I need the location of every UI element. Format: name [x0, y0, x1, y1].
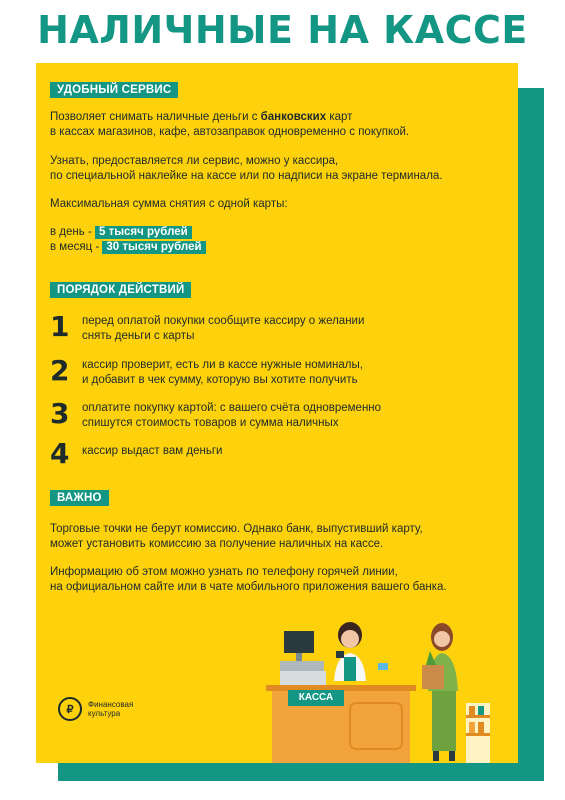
max-sum-text: Максимальная сумма снятия с одной карты:: [50, 198, 288, 210]
important-paragraph-2: Информацию об этом можно узнать по телефону горячей линии, на официальном сайте или в чате мобильного приложения вашего банка.: [50, 566, 447, 593]
logo-text: Финансовая культура: [88, 700, 134, 718]
fin-culture-logo: [58, 697, 133, 721]
bold-word: банковских: [260, 111, 327, 123]
important-paragraph-1: Торговые точки не берут комиссию. Однако банк, выпустивший карту, может установить комиссию за получение наличных на кассе.: [50, 523, 423, 550]
kassa-sign: КАССА: [288, 690, 344, 706]
cashier-illustration: [266, 611, 518, 763]
info-card: [36, 63, 518, 763]
service-paragraph-2: Узнать, предоставляется ли сервис, можно у кассира, по специальной наклейке на кассе или по надписи на экране терминала.: [50, 155, 443, 182]
step-number: 3: [50, 397, 70, 430]
day-limit-badge: 5 тысяч рублей: [95, 226, 192, 239]
step-text: перед оплатой покупки сообщите кассиру о желании снять деньги с карты: [82, 315, 365, 342]
step-number: 4: [50, 437, 70, 470]
section-heading-service: УДОБНЫЙ СЕРВИС: [50, 82, 178, 98]
step-text: кассир выдаст вам деньги: [82, 445, 223, 457]
section-heading-important: ВАЖНО: [50, 490, 109, 506]
service-paragraph-1: Позволяет снимать наличные деньги с банковских карт в кассах магазинов, кафе, автозаправок одновременно с покупкой.: [50, 111, 410, 138]
shelf: [466, 703, 490, 763]
page-title: НАЛИЧНЫЕ НА КАССЕ: [37, 8, 528, 52]
section-heading-steps: ПОРЯДОК ДЕЙСТВИЙ: [50, 282, 191, 298]
limits: [50, 225, 510, 255]
bank-card-icon: [378, 663, 388, 670]
customer-icon: [428, 623, 458, 761]
day-label: в день -: [50, 226, 92, 238]
step-text: кассир проверит, есть ли в кассе нужные номиналы, и добавит в чек сумму, которую вы хотите получить: [82, 359, 363, 386]
monitor-icon: [280, 631, 326, 685]
month-limit-badge: 30 тысяч рублей: [102, 241, 205, 254]
step-number: 2: [50, 354, 70, 387]
ruble-icon: ₽: [58, 697, 82, 721]
step-text: оплатите покупку картой: с вашего счёта одновременно спишутся стоимость товаров и сумма наличных: [82, 402, 382, 429]
month-label: в месяц -: [50, 241, 100, 253]
step-number: 1: [50, 310, 70, 343]
cashier-icon: [334, 622, 366, 681]
